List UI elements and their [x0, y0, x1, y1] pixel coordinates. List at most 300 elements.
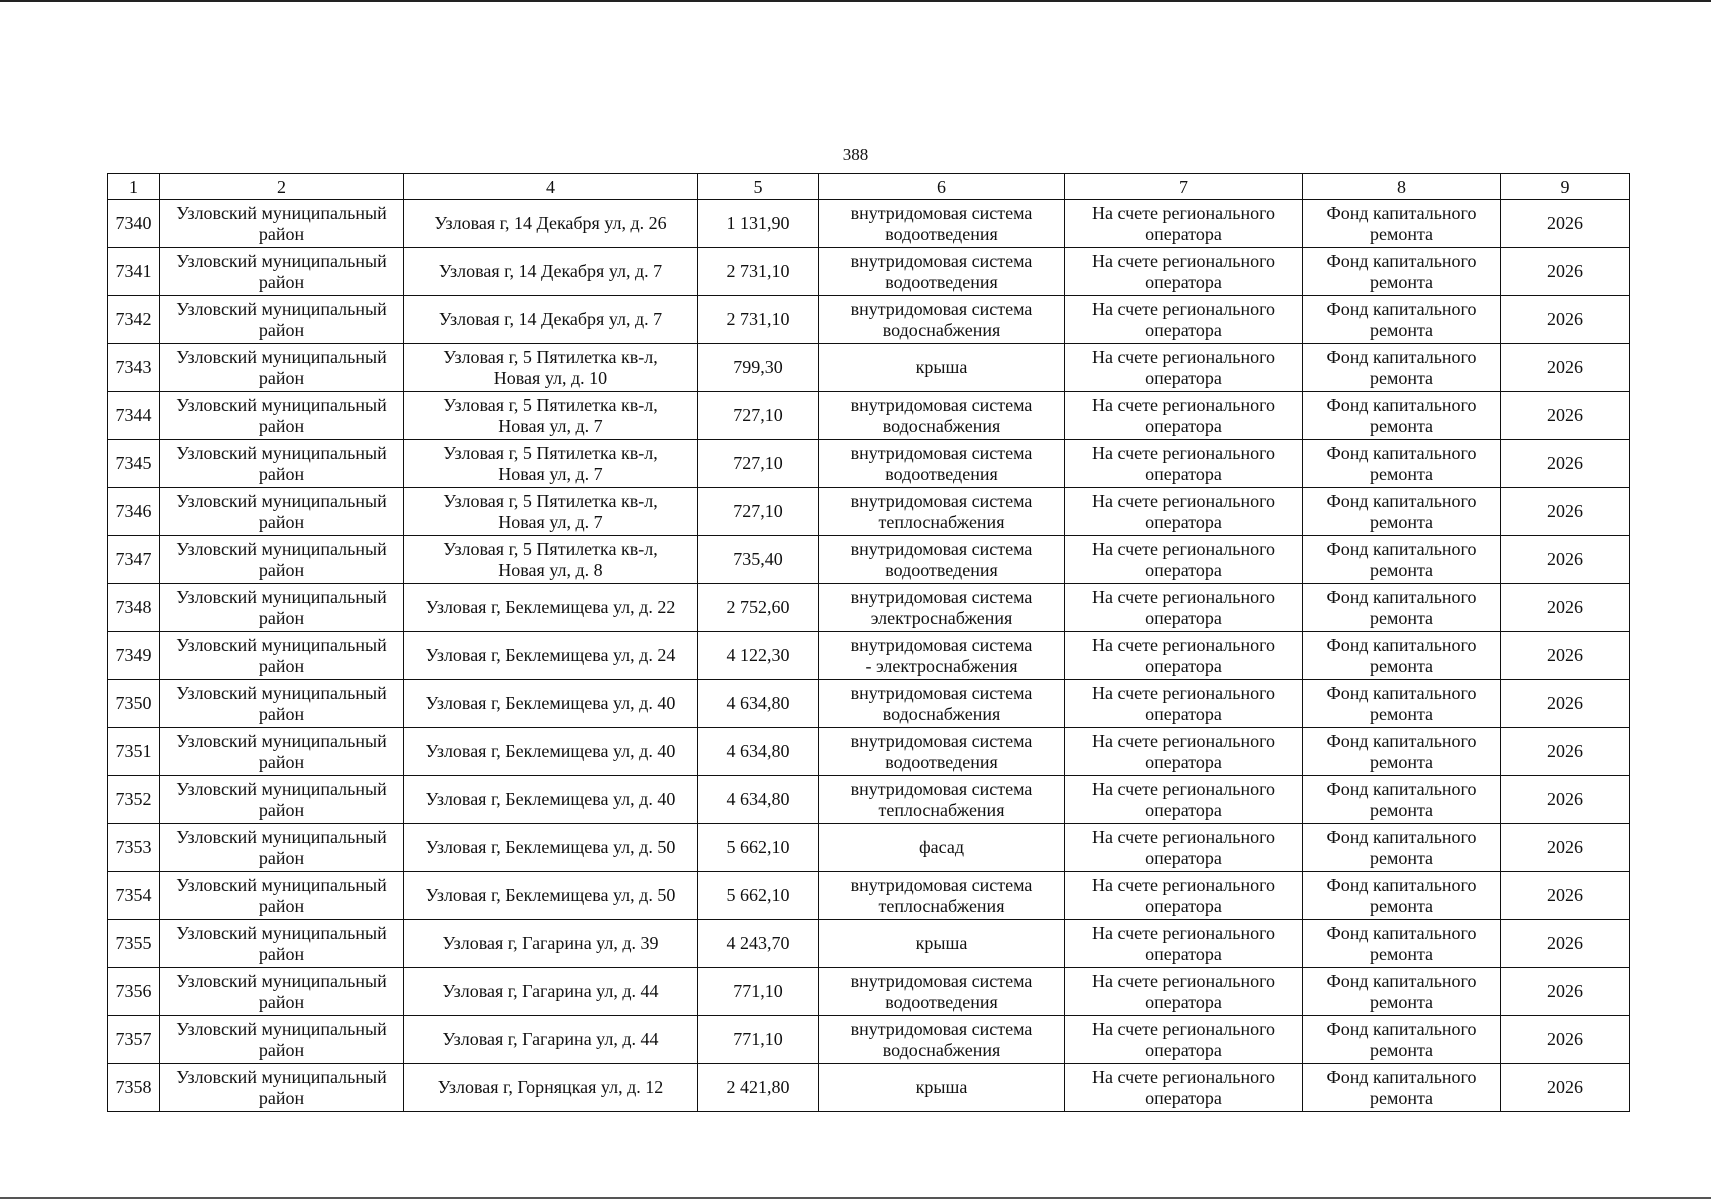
funding-source-cell-line: ремонта: [1369, 271, 1434, 292]
account-cell: [1065, 920, 1303, 968]
address-cell: [404, 824, 698, 872]
table-row: [108, 872, 1630, 920]
table-row: [108, 584, 1630, 632]
year-cell: 2026: [1501, 584, 1630, 632]
address-cell-line: Узловая г, 5 Пятилетка кв-л,: [443, 394, 658, 415]
table-row: [108, 440, 1630, 488]
district-cell-line: район: [258, 367, 305, 388]
district-cell-line: район: [258, 847, 305, 868]
account-cell: [1065, 200, 1303, 248]
row-number-cell: 7341: [108, 248, 160, 296]
work-type-cell-line: водоотведения: [885, 991, 998, 1012]
area-cell: 2 752,60: [698, 584, 819, 632]
funding-source-cell: [1303, 920, 1501, 968]
table-row: [108, 920, 1630, 968]
district-cell-line: Узловский муниципальный: [176, 202, 387, 223]
address-cell: [404, 728, 698, 776]
funding-source-cell-line: ремонта: [1369, 1039, 1434, 1060]
funding-source-cell: [1303, 824, 1501, 872]
work-type-cell: [819, 776, 1065, 824]
address-cell: [404, 200, 698, 248]
account-cell: [1065, 296, 1303, 344]
row-number-cell: 7354: [108, 872, 160, 920]
district-cell: [160, 776, 404, 824]
account-cell-line: На счете регионального: [1091, 538, 1276, 559]
funding-source-cell: [1303, 392, 1501, 440]
work-type-cell: [819, 392, 1065, 440]
account-cell: [1065, 632, 1303, 680]
account-cell: [1065, 344, 1303, 392]
funding-source-cell-line: Фонд капитального: [1326, 538, 1477, 559]
funding-source-cell-line: Фонд капитального: [1326, 778, 1477, 799]
work-type-cell-line: водоотведения: [885, 463, 998, 484]
area-cell: 771,10: [698, 1016, 819, 1064]
work-type-cell-line: внутридомовая система: [850, 298, 1033, 319]
district-cell-line: район: [258, 655, 305, 676]
work-type-cell: [819, 728, 1065, 776]
district-cell: [160, 200, 404, 248]
account-cell: [1065, 1016, 1303, 1064]
address-cell-line: Узловая г, Беклемищева ул, д. 22: [425, 597, 676, 617]
account-cell-line: оператора: [1145, 559, 1222, 580]
work-type-cell: [819, 248, 1065, 296]
work-type-cell-line: водоотведения: [885, 751, 998, 772]
column-header: 6: [819, 174, 1065, 200]
table-row: [108, 200, 1630, 248]
account-cell-line: На счете регионального: [1091, 298, 1276, 319]
funding-source-cell-line: ремонта: [1369, 607, 1434, 628]
column-header: 4: [404, 174, 698, 200]
year-cell: 2026: [1501, 248, 1630, 296]
district-cell-line: Узловский муниципальный: [176, 778, 387, 799]
address-cell: [404, 680, 698, 728]
account-cell: [1065, 392, 1303, 440]
address-cell: [404, 488, 698, 536]
account-cell-line: На счете регионального: [1091, 346, 1276, 367]
row-number-cell: 7340: [108, 200, 160, 248]
row-number-cell: 7347: [108, 536, 160, 584]
address-cell: [404, 920, 698, 968]
funding-source-cell-line: Фонд капитального: [1326, 298, 1477, 319]
work-type-cell-line: внутридомовая система: [850, 970, 1033, 991]
funding-source-cell-line: Фонд капитального: [1326, 586, 1477, 607]
district-cell-line: Узловский муниципальный: [176, 1066, 387, 1087]
district-cell: [160, 440, 404, 488]
area-cell: 727,10: [698, 440, 819, 488]
work-type-cell-line: водоотведения: [885, 271, 998, 292]
work-type-cell: [819, 440, 1065, 488]
address-cell-line: Узловая г, Гагарина ул, д. 44: [442, 1029, 659, 1049]
district-cell-line: район: [258, 895, 305, 916]
year-cell: 2026: [1501, 824, 1630, 872]
work-type-cell-line: водоснабжения: [882, 319, 1001, 340]
funding-source-cell: [1303, 1064, 1501, 1112]
work-type-cell: [819, 968, 1065, 1016]
account-cell-line: оператора: [1145, 943, 1222, 964]
work-type-cell: [819, 1016, 1065, 1064]
account-cell-line: оператора: [1145, 847, 1222, 868]
account-cell: [1065, 680, 1303, 728]
address-cell-line: Узловая г, Беклемищева ул, д. 40: [425, 789, 676, 809]
work-type-cell-line: внутридомовая система: [850, 634, 1033, 655]
account-cell: [1065, 968, 1303, 1016]
funding-source-cell-line: ремонта: [1369, 847, 1434, 868]
funding-source-cell: [1303, 776, 1501, 824]
work-type-cell-line: водоснабжения: [882, 703, 1001, 724]
account-cell: [1065, 872, 1303, 920]
account-cell-line: На счете регионального: [1091, 682, 1276, 703]
work-type-cell: [819, 872, 1065, 920]
funding-source-cell: [1303, 344, 1501, 392]
account-cell-line: На счете регионального: [1091, 826, 1276, 847]
table-row: [108, 1064, 1630, 1112]
funding-source-cell-line: Фонд капитального: [1326, 1066, 1477, 1087]
year-cell: 2026: [1501, 200, 1630, 248]
area-cell: 771,10: [698, 968, 819, 1016]
district-cell-line: район: [258, 799, 305, 820]
year-cell: 2026: [1501, 392, 1630, 440]
area-cell: 735,40: [698, 536, 819, 584]
work-type-cell: [819, 1064, 1065, 1112]
funding-source-cell-line: ремонта: [1369, 799, 1434, 820]
district-cell-line: район: [258, 1087, 305, 1108]
district-cell-line: район: [258, 943, 305, 964]
year-cell: 2026: [1501, 488, 1630, 536]
funding-source-cell: [1303, 680, 1501, 728]
work-type-cell-line: внутридомовая система: [850, 490, 1033, 511]
row-number-cell: 7345: [108, 440, 160, 488]
account-cell-line: оператора: [1145, 319, 1222, 340]
column-header: 9: [1501, 174, 1630, 200]
table-row: [108, 776, 1630, 824]
account-cell-line: На счете регионального: [1091, 778, 1276, 799]
area-cell: 727,10: [698, 392, 819, 440]
account-cell-line: На счете регионального: [1091, 1018, 1276, 1039]
account-cell-line: На счете регионального: [1091, 250, 1276, 271]
funding-source-cell-line: Фонд капитального: [1326, 202, 1477, 223]
page-number: 388: [842, 145, 869, 164]
account-cell-line: оператора: [1145, 271, 1222, 292]
year-cell: 2026: [1501, 632, 1630, 680]
funding-source-cell-line: Фонд капитального: [1326, 826, 1477, 847]
work-type-cell-line: теплоснабжения: [878, 511, 1005, 532]
area-cell: 799,30: [698, 344, 819, 392]
row-number-cell: 7355: [108, 920, 160, 968]
work-type-cell-line: внутридомовая система: [850, 202, 1033, 223]
work-type-cell-line: водоотведения: [885, 223, 998, 244]
district-cell-line: Узловский муниципальный: [176, 970, 387, 991]
work-type-cell-line: теплоснабжения: [878, 799, 1005, 820]
account-cell-line: На счете регионального: [1091, 442, 1276, 463]
district-cell-line: район: [258, 223, 305, 244]
funding-source-cell: [1303, 248, 1501, 296]
account-cell: [1065, 776, 1303, 824]
account-cell-line: оператора: [1145, 367, 1222, 388]
funding-source-cell-line: ремонта: [1369, 511, 1434, 532]
area-cell: 727,10: [698, 488, 819, 536]
account-cell-line: оператора: [1145, 751, 1222, 772]
funding-source-cell-line: Фонд капитального: [1326, 490, 1477, 511]
area-cell: 2 731,10: [698, 296, 819, 344]
address-cell-line: Узловая г, Беклемищева ул, д. 50: [425, 885, 676, 905]
work-type-cell: [819, 200, 1065, 248]
funding-source-cell: [1303, 200, 1501, 248]
funding-source-cell-line: ремонта: [1369, 703, 1434, 724]
address-cell: [404, 1016, 698, 1064]
account-cell: [1065, 488, 1303, 536]
column-header: 1: [108, 174, 160, 200]
district-cell-line: район: [258, 1039, 305, 1060]
funding-source-cell-line: Фонд капитального: [1326, 1018, 1477, 1039]
funding-source-cell-line: ремонта: [1369, 991, 1434, 1012]
district-cell-line: район: [258, 463, 305, 484]
column-header: 7: [1065, 174, 1303, 200]
table-header: [108, 174, 1630, 200]
work-type-cell-line: крыша: [915, 1077, 968, 1097]
district-cell: [160, 920, 404, 968]
account-cell-line: На счете регионального: [1091, 586, 1276, 607]
work-type-cell-line: внутридомовая система: [850, 1018, 1033, 1039]
address-cell-line: Узловая г, 5 Пятилетка кв-л,: [443, 490, 658, 511]
funding-source-cell-line: ремонта: [1369, 559, 1434, 580]
year-cell: 2026: [1501, 1064, 1630, 1112]
work-type-cell-line: внутридомовая система: [850, 442, 1033, 463]
funding-source-cell: [1303, 584, 1501, 632]
address-cell-line: Узловая г, Гагарина ул, д. 39: [442, 933, 659, 953]
district-cell-line: район: [258, 991, 305, 1012]
funding-source-cell: [1303, 872, 1501, 920]
row-number-cell: 7346: [108, 488, 160, 536]
district-cell: [160, 1064, 404, 1112]
work-type-cell-line: внутридомовая система: [850, 250, 1033, 271]
district-cell-line: район: [258, 607, 305, 628]
address-cell-line: Новая ул, д. 8: [498, 559, 603, 580]
work-type-cell-line: теплоснабжения: [878, 895, 1005, 916]
area-cell: 4 634,80: [698, 776, 819, 824]
address-cell: [404, 1064, 698, 1112]
district-cell-line: район: [258, 319, 305, 340]
table-row: [108, 632, 1630, 680]
year-cell: 2026: [1501, 344, 1630, 392]
work-type-cell-line: водоснабжения: [882, 1039, 1001, 1060]
funding-source-cell: [1303, 968, 1501, 1016]
funding-source-cell-line: ремонта: [1369, 223, 1434, 244]
work-type-cell-line: фасад: [918, 837, 964, 857]
funding-source-cell-line: Фонд капитального: [1326, 394, 1477, 415]
funding-source-cell-line: Фонд капитального: [1326, 442, 1477, 463]
table-row: [108, 344, 1630, 392]
account-cell-line: оператора: [1145, 655, 1222, 676]
district-cell: [160, 344, 404, 392]
account-cell-line: На счете регионального: [1091, 922, 1276, 943]
account-cell-line: оператора: [1145, 415, 1222, 436]
work-type-cell-line: крыша: [915, 357, 968, 377]
table-row: [108, 1016, 1630, 1064]
column-header: 2: [160, 174, 404, 200]
table-row: [108, 248, 1630, 296]
district-cell: [160, 248, 404, 296]
year-cell: 2026: [1501, 440, 1630, 488]
address-cell-line: Новая ул, д. 7: [498, 415, 603, 436]
address-cell-line: Узловая г, 5 Пятилетка кв-л,: [443, 346, 658, 367]
address-cell-line: Узловая г, Беклемищева ул, д. 40: [425, 693, 676, 713]
account-cell: [1065, 440, 1303, 488]
year-cell: 2026: [1501, 296, 1630, 344]
table-body: [108, 200, 1630, 1112]
year-cell: 2026: [1501, 536, 1630, 584]
funding-source-cell-line: ремонта: [1369, 751, 1434, 772]
account-cell: [1065, 824, 1303, 872]
top-scan-border: [0, 0, 1711, 2]
column-header: 5: [698, 174, 819, 200]
funding-source-cell-line: ремонта: [1369, 415, 1434, 436]
work-type-cell: [819, 296, 1065, 344]
year-cell: 2026: [1501, 968, 1630, 1016]
address-cell: [404, 776, 698, 824]
account-cell-line: оператора: [1145, 223, 1222, 244]
district-cell-line: район: [258, 703, 305, 724]
district-cell-line: Узловский муниципальный: [176, 538, 387, 559]
area-cell: 4 122,30: [698, 632, 819, 680]
work-type-cell-line: внутридомовая система: [850, 682, 1033, 703]
year-cell: 2026: [1501, 920, 1630, 968]
district-cell-line: район: [258, 559, 305, 580]
district-cell: [160, 1016, 404, 1064]
district-cell-line: Узловский муниципальный: [176, 298, 387, 319]
row-number-cell: 7344: [108, 392, 160, 440]
district-cell-line: Узловский муниципальный: [176, 922, 387, 943]
district-cell-line: Узловский муниципальный: [176, 826, 387, 847]
district-cell: [160, 296, 404, 344]
area-cell: 4 634,80: [698, 680, 819, 728]
funding-source-cell: [1303, 728, 1501, 776]
row-number-cell: 7357: [108, 1016, 160, 1064]
district-cell-line: район: [258, 511, 305, 532]
address-cell: [404, 536, 698, 584]
area-cell: 2 731,10: [698, 248, 819, 296]
funding-source-cell-line: Фонд капитального: [1326, 250, 1477, 271]
account-cell-line: На счете регионального: [1091, 490, 1276, 511]
address-cell-line: Узловая г, 14 Декабря ул, д. 7: [438, 261, 663, 281]
account-cell-line: На счете регионального: [1091, 874, 1276, 895]
district-cell: [160, 680, 404, 728]
district-cell-line: Узловский муниципальный: [176, 1018, 387, 1039]
account-cell-line: оператора: [1145, 799, 1222, 820]
funding-source-cell-line: Фонд капитального: [1326, 634, 1477, 655]
year-cell: 2026: [1501, 776, 1630, 824]
work-type-cell-line: водоотведения: [885, 559, 998, 580]
table-row: [108, 536, 1630, 584]
work-type-cell: [819, 824, 1065, 872]
address-cell-line: Узловая г, Беклемищева ул, д. 50: [425, 837, 676, 857]
row-number-cell: 7351: [108, 728, 160, 776]
work-type-cell: [819, 680, 1065, 728]
funding-source-cell-line: ремонта: [1369, 655, 1434, 676]
account-cell-line: оператора: [1145, 895, 1222, 916]
row-number-cell: 7352: [108, 776, 160, 824]
work-type-cell-line: внутридомовая система: [850, 874, 1033, 895]
table-row: [108, 968, 1630, 1016]
district-cell-line: район: [258, 271, 305, 292]
work-type-cell-line: внутридомовая система: [850, 730, 1033, 751]
funding-source-cell-line: ремонта: [1369, 367, 1434, 388]
year-cell: 2026: [1501, 728, 1630, 776]
account-cell-line: На счете регионального: [1091, 1066, 1276, 1087]
work-type-cell-line: внутридомовая система: [850, 394, 1033, 415]
account-cell: [1065, 728, 1303, 776]
district-cell: [160, 584, 404, 632]
address-cell-line: Узловая г, Беклемищева ул, д. 40: [425, 741, 676, 761]
table-row: [108, 824, 1630, 872]
funding-source-cell-line: ремонта: [1369, 319, 1434, 340]
district-cell-line: Узловский муниципальный: [176, 634, 387, 655]
district-cell-line: Узловский муниципальный: [176, 346, 387, 367]
funding-source-cell-line: Фонд капитального: [1326, 730, 1477, 751]
district-cell-line: Узловский муниципальный: [176, 874, 387, 895]
account-cell: [1065, 584, 1303, 632]
row-number-cell: 7356: [108, 968, 160, 1016]
funding-source-cell: [1303, 440, 1501, 488]
account-cell-line: оператора: [1145, 463, 1222, 484]
row-number-cell: 7353: [108, 824, 160, 872]
address-cell: [404, 968, 698, 1016]
district-cell: [160, 968, 404, 1016]
district-cell: [160, 536, 404, 584]
district-cell-line: район: [258, 415, 305, 436]
address-cell-line: Узловая г, 14 Декабря ул, д. 7: [438, 309, 663, 329]
bottom-scan-border: [0, 1197, 1711, 1199]
account-cell-line: На счете регионального: [1091, 202, 1276, 223]
table-row: [108, 728, 1630, 776]
row-number-cell: 7350: [108, 680, 160, 728]
district-cell-line: Узловский муниципальный: [176, 730, 387, 751]
work-type-cell-line: водоснабжения: [882, 415, 1001, 436]
account-cell-line: На счете регионального: [1091, 970, 1276, 991]
year-cell: 2026: [1501, 872, 1630, 920]
header-row: [108, 174, 1630, 200]
address-cell-line: Узловая г, Беклемищева ул, д. 24: [425, 645, 676, 665]
funding-source-cell: [1303, 632, 1501, 680]
address-cell: [404, 344, 698, 392]
district-cell-line: район: [258, 751, 305, 772]
account-cell: [1065, 536, 1303, 584]
account-cell-line: На счете регионального: [1091, 394, 1276, 415]
work-type-cell-line: внутридомовая система: [850, 538, 1033, 559]
funding-source-cell-line: Фонд капитального: [1326, 874, 1477, 895]
funding-source-cell: [1303, 536, 1501, 584]
district-cell: [160, 392, 404, 440]
account-cell-line: оператора: [1145, 511, 1222, 532]
table-row: [108, 488, 1630, 536]
account-cell: [1065, 248, 1303, 296]
funding-source-cell: [1303, 488, 1501, 536]
account-cell: [1065, 1064, 1303, 1112]
funding-source-cell-line: Фонд капитального: [1326, 682, 1477, 703]
address-cell-line: Узловая г, 5 Пятилетка кв-л,: [443, 538, 658, 559]
year-cell: 2026: [1501, 680, 1630, 728]
address-cell-line: Узловая г, Горняцкая ул, д. 12: [437, 1077, 664, 1097]
table-row: [108, 296, 1630, 344]
work-type-cell-line: крыша: [915, 933, 968, 953]
address-cell: [404, 632, 698, 680]
area-cell: 5 662,10: [698, 872, 819, 920]
district-cell-line: Узловский муниципальный: [176, 682, 387, 703]
work-type-cell: [819, 584, 1065, 632]
district-cell-line: Узловский муниципальный: [176, 442, 387, 463]
district-cell: [160, 824, 404, 872]
year-cell: 2026: [1501, 1016, 1630, 1064]
account-cell-line: оператора: [1145, 1039, 1222, 1060]
